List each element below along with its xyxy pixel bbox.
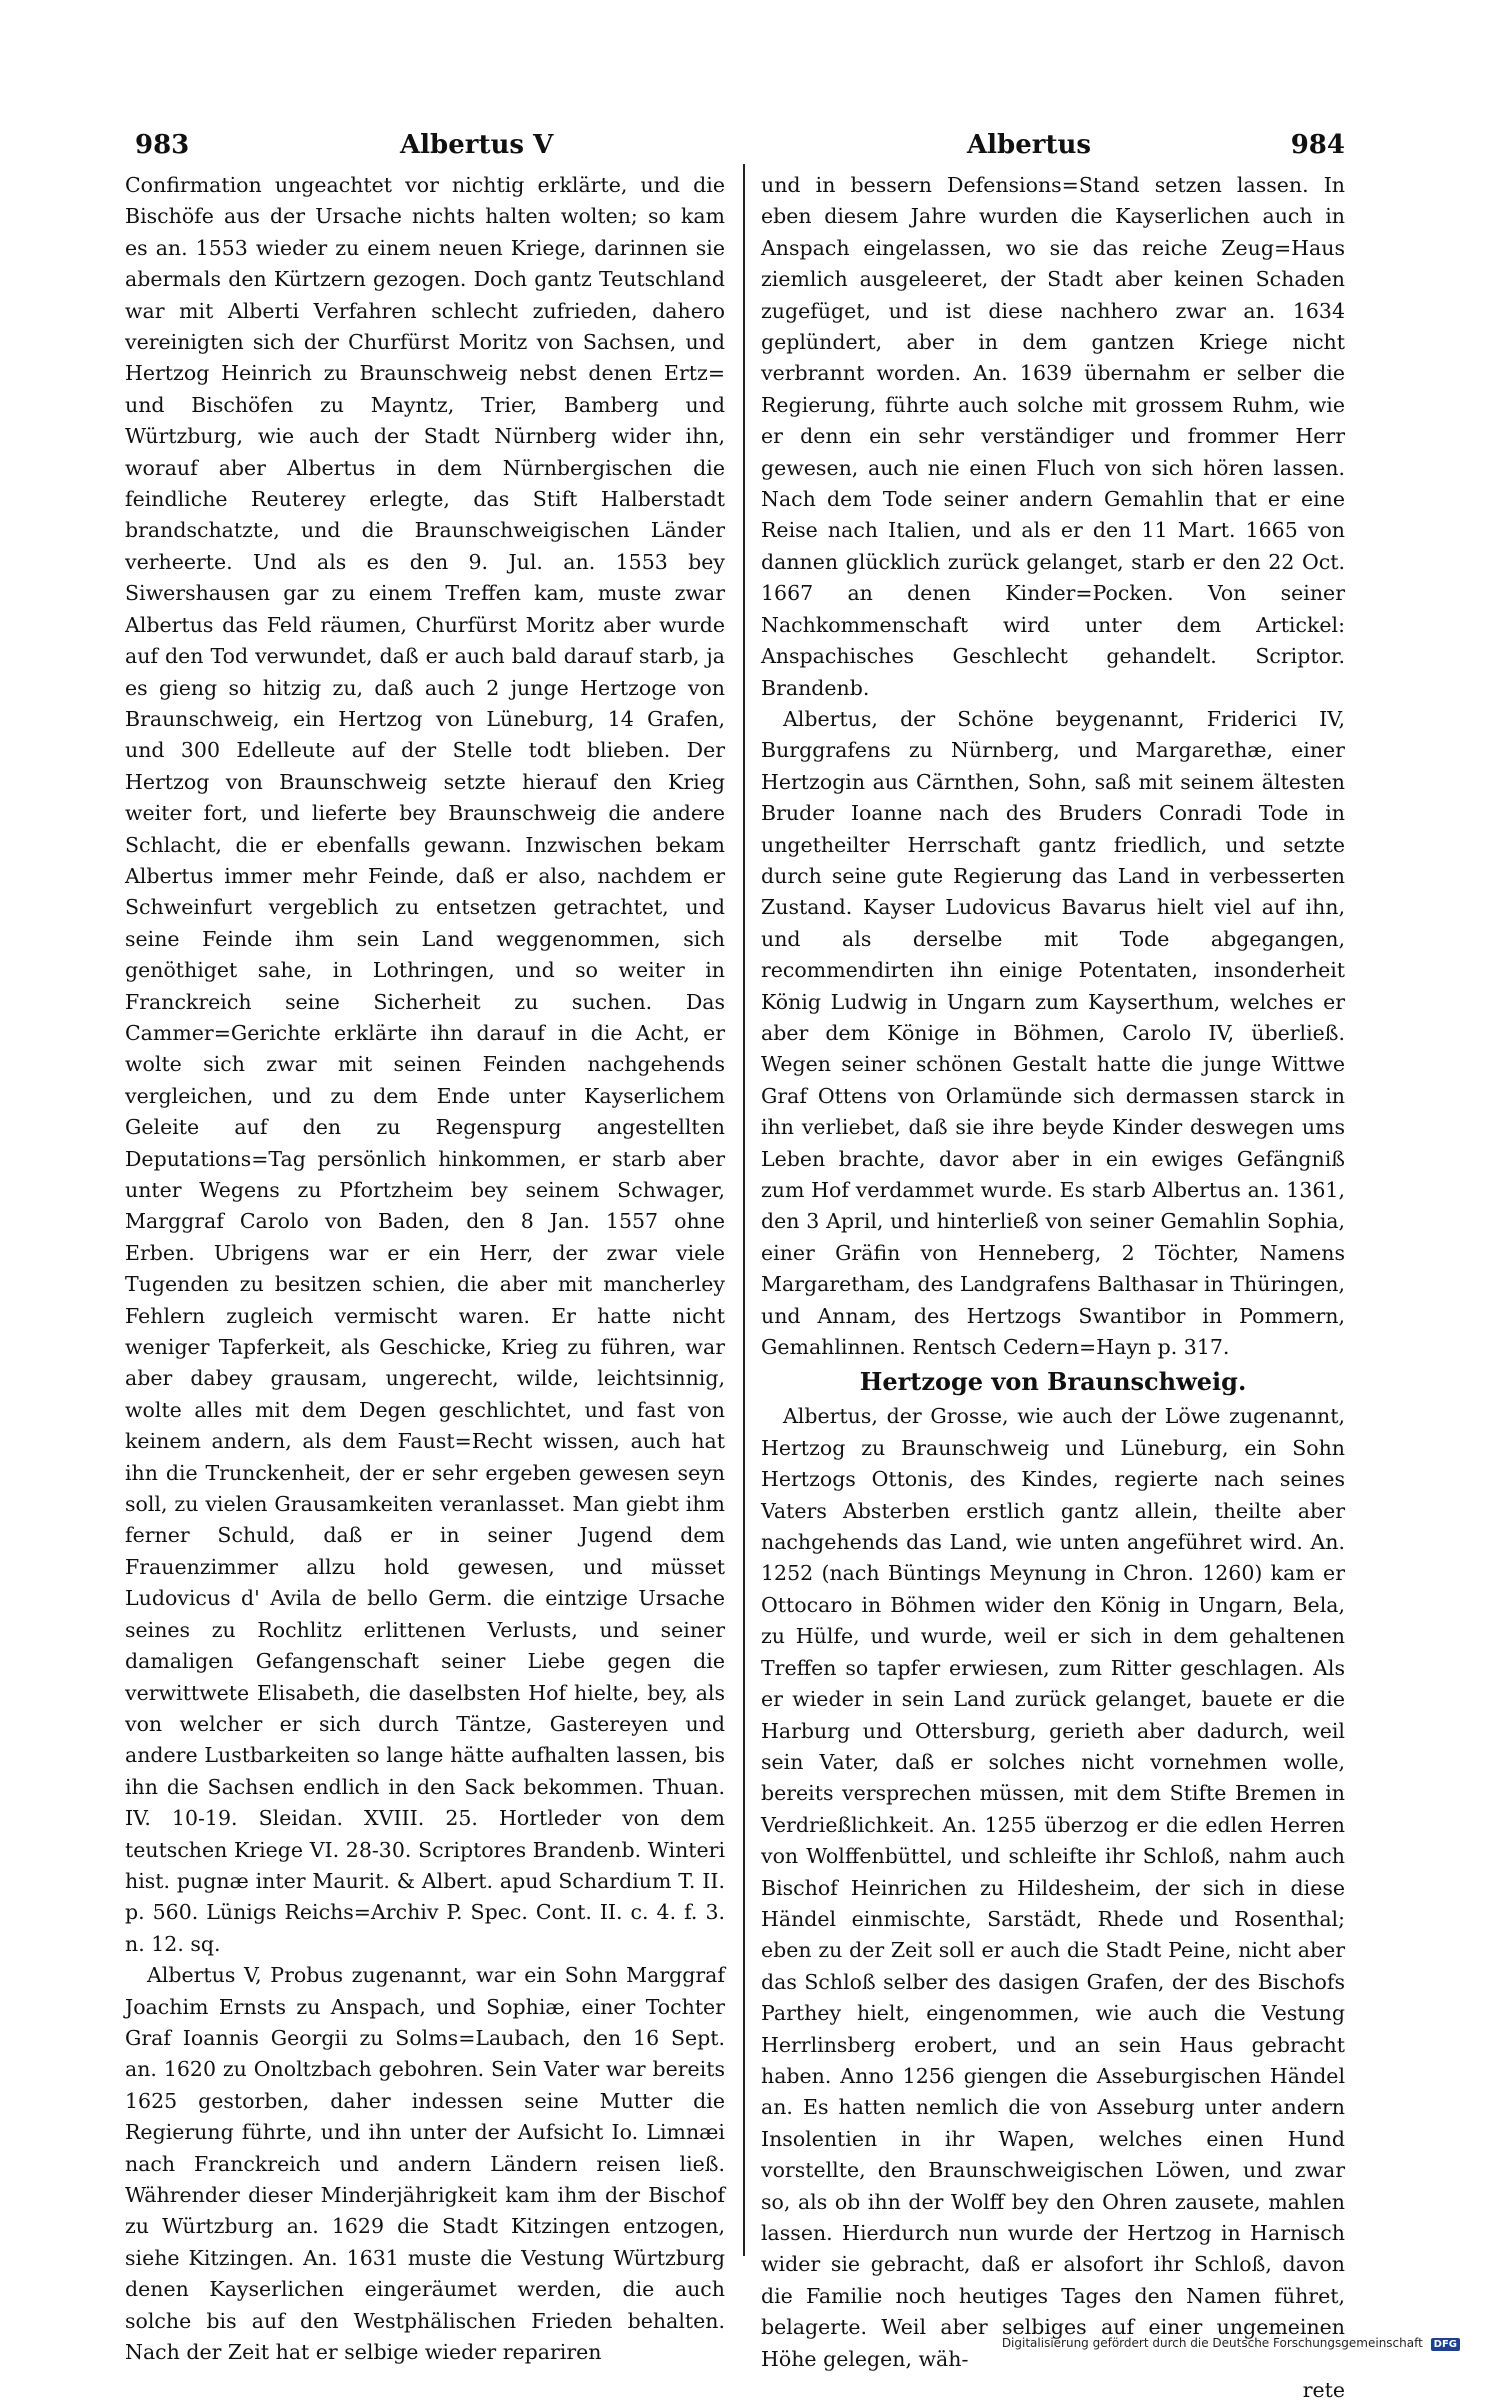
page-number-left: 983 [135, 130, 190, 160]
right-column [761, 170, 1345, 2406]
digitization-credit [1002, 2336, 1460, 2351]
article-text: Confirmation ungeachtet vor nichtig erklärte, und die Bischöfe aus der Ursache nichts halten wolten; so kam es an. 1553 wieder zu einem neuen Kriege, darinnen sie abermals den Kürtzern gezogen. Doch gantz Teutschland war mit Alberti Verfahren schlecht zufrieden, dahero vereinigten sich der Churfürst Moritz von Sachsen, und Hertzog Heinrich zu Braunschweig nebst denen Ertz= und Bischöfen zu Mayntz, Trier, Bamberg und Würtzburg, wie auch der Stadt Nürnberg wider ihn, worauf aber Albertus in dem Nürnbergischen die feindliche Reuterey erlegte, das Stift Halberstadt brandschatzte, und die Braunschweigischen Länder verheerte. Und als es den 9. Jul. an. 1553 bey Siwershausen gar zu einem Treffen kam, muste zwar Albertus das Feld räumen, Churfürst Moritz aber wurde auf den Tod verwundet, daß er auch bald darauf starb, ja es gieng so hitzig zu, daß auch 2 junge Hertzoge von Braunschweig, ein Hertzog von Lüneburg, 14 Grafen, und 300 Edelleute auf der Stelle todt blieben. Der Hertzog von Braunschweig setzte hierauf den Krieg weiter fort, und lieferte bey Braunschweig die andere Schlacht, die er ebenfalls gewann. Inzwischen bekam Albertus immer mehr Feinde, daß er also, nachdem er Schweinfurt vergeblich zu entsetzen getrachtet, und seine Feinde ihm sein Land weggenommen, sich genöthiget sahe, in Lothringen, und so weiter in Franckreich seine Sicherheit zu suchen. Das Cammer=Gerichte erklärte ihn darauf in die Acht, er wolte sich zwar mit seinen Feinden nachgehends vergleichen, und zu dem Ende unter Kayserlichem Geleite auf den zu Regenspurg angestellten Deputations=Tag persönlich hinkommen, er starb aber unter Wegens zu Pfortzheim bey seinem Schwager, Marggraf Carolo von Baden, den 8 Jan. 1557 ohne Erben. Ubrigens war er ein Herr, der zwar viele Tugenden zu besitzen schien, die aber mit mancherley Fehlern zugleich vermischt waren. Er hatte nicht weniger Tapferkeit, als Geschicke, Krieg zu führen, war aber dabey grausam, ungerecht, wilde, leichtsinnig, wolte alles mit dem Degen geschlichtet, und fast von keinem andern, als dem Faust=Recht wissen, auch hat ihn die Trunckenheit, der er sehr ergeben gewesen seyn soll, zu vielen Grausamkeiten veranlasset. Man giebt ihm ferner Schuld, daß er in seiner Jugend dem Frauenzimmer allzu hold gewesen, und müsset Ludovicus d' Avila de bello Germ. die eintzige Ursache seines zu Rochlitz erlittenen Verlusts, und seiner damaligen Gefangenschaft seiner Liebe gegen die verwittwete Elisabeth, die daselbsten Hof hielte, bey, als von welcher er sich durch Täntze, Gastereyen und andere Lustbarkeiten so lange hätte aufhalten lassen, bis ihn die Sachsen endlich in den Sack bekommen. Thuan. IV. 10-19. Sleidan. XVIII. 25. Hortleder von dem teutschen Kriege VI. 28-30. Scriptores Brandenb. Winteri hist. pugnæ inter Maurit. & Albert. apud Schardium T. II. p. 560. Lünigs Reichs=Archiv P. Spec. Cont. II. c. 4. f. 3. n. 12. sq. [125, 173, 725, 1956]
dfg-logo: DFG [1431, 2338, 1460, 2351]
left-column [125, 170, 725, 2368]
article-text: und in bessern Defensions=Stand setzen lassen. In eben diesem Jahre wurden die Kayserlichen auch in Anspach eingelassen, wo sie das reiche Zeug=Haus ziemlich ausgeleeret, der Stadt aber keinen Schaden zugefüget, und ist diese nachhero zwar an. 1634 geplündert, aber in dem gantzen Kriege nicht verbrannt worden. An. 1639 übernahm er selber die Regierung, führte auch solche mit grossem Ruhm, wie er denn ein sehr verständiger und frommer Herr gewesen, auch nie einen Fluch von sich hören lassen. Nach dem Tode seiner andern Gemahlin that er eine Reise nach Italien, und als er den 11 Mart. 1665 von dannen glücklich zurück gelanget, starb er den 22 Oct. 1667 an denen Kinder=Pocken. Von seiner Nachkommenschaft wird unter dem Artickel: Anspachisches Geschlecht gehandelt. Scriptor. Brandenb. [761, 173, 1345, 700]
running-title-right: Albertus [967, 130, 1092, 160]
catchword: rete [1302, 2378, 1345, 2403]
article-text: Albertus, der Schöne beygenannt, Friderici IV, Burggrafens zu Nürnberg, und Margarethæ, einer Hertzogin aus Cärnthen, Sohn, saß mit seinem ältesten Bruder Ioanne nach des Bruders Conradi Tode in ungetheilter Herrschaft gantz friedlich, und setzte durch seine gute Regierung das Land in verbesserten Zustand. Kayser Ludovicus Bavarus hielt viel auf ihn, und als derselbe mit Tode abgegangen, recommendirten ihn einige Potentaten, insonderheit König Ludwig in Ungarn zum Kayserthum, welches er aber dem Könige in Böhmen, Carolo IV, überließ. Wegen seiner schönen Gestalt hatte die junge Wittwe Graf Ottens von Orlamünde sich dermassen starck in ihn verliebet, daß sie ihre beyde Kinder deswegen ums Leben brachte, davor aber in ein ewiges Gefängniß zum Hof verdammet wurde. Es starb Albertus an. 1361, den 3 April, und hinterließ von seiner Gemahlin Sophia, einer Gräfin von Henneberg, 2 Töchter, Namens Margaretham, des Landgrafens Balthasar in Thüringen, und Annam, des Hertzogs Swantibor in Pommern, Gemahlinnen. Rentsch Cedern=Hayn p. 317. [761, 706, 1345, 1360]
article-text: Albertus V, Probus zugenannt, war ein Sohn Marggraf Joachim Ernsts zu Anspach, und Sophiæ, einer Tochter Graf Ioannis Georgii zu Solms=Laubach, den 16 Sept. an. 1620 zu Onoltzbach gebohren. Sein Vater war bereits 1625 gestorben, daher indessen seine Mutter die Regierung führte, und ihn unter der Aufsicht Io. Limnæi nach Franckreich und andern Ländern reisen ließ. Währender dieser Minderjährigkeit kam ihm der Bischof zu Würtzburg an. 1629 die Stadt Kitzingen entzogen, siehe Kitzingen. An. 1631 muste die Vestung Würtzburg denen Kayserlichen eingeräumet werden, die auch solche bis auf den Westphälischen Frieden behalten. Nach der Zeit hat er selbige wieder repariren [125, 1963, 725, 2365]
credit-text: Digitalisierung gefördert durch die Deutsche Forschungsgemeinschaft [1001, 2336, 1423, 2350]
section-heading: Hertzoge von Braunschweig. [859, 1367, 1247, 1397]
column-divider [743, 164, 745, 2256]
page-number-right: 984 [1290, 130, 1345, 160]
article-text: Albertus, der Grosse, wie auch der Löwe zugenannt, Hertzog zu Braunschweig und Lüneburg, ein Sohn Hertzogs Ottonis, des Kindes, regierte nach seines Vaters Absterben erstlich gantz allein, theilte aber nachgehends das Land, wie unten angeführet wird. An. 1252 (nach Büntings Meynung in Chron. 1260) kam er Ottocaro in Böhmen wider den König in Ungarn, Bela, zu Hülfe, und wurde, weil er sich in dem gehaltenen Treffen so tapfer erwiesen, zum Ritter geschlagen. Als er wieder in sein Land zurück gelanget, bauete er die Harburg und Ottersburg, gerieth aber dadurch, weil sein Vater, daß er solches nicht vornehmen wolle, bereits versprechen müssen, mit dem Stifte Bremen in Verdrießlichkeit. An. 1255 überzog er die edlen Herren von Wolffenbüttel, und schleifte ihr Schloß, nahm auch Bischof Heinrichen zu Hildesheim, der sich in diese Händel einmischte, Sarstädt, Rhede und Rosenthal; eben zu der Zeit soll er auch die Stadt Peine, nicht aber das Schloß selber des dasigen Grafen, der des Bischofs Parthey hielt, eingenommen, wie auch die Vestung Herrlinsberg erobert, und an sein Haus gebracht haben. Anno 1256 giengen die Asseburgischen Händel an. Es hatten nemlich die von Asseburg unter andern Insolentien in ihr Wapen, welches einen Hund vorstellte, den Braunschweigischen Löwen, und zwar so, als ob ihn der Wolff bey den Ohren zausete, mahlen lassen. Hierdurch nun wurde der Hertzog in Harnisch wider sie gebracht, daß er alsofort ihr Schloß, davon die Familie noch heutiges Tages den Namen führet, belagerte. Weil aber selbiges auf einer ungemeinen Höhe gelegen, wäh- [761, 1404, 1345, 2371]
running-title-left: Albertus V [400, 130, 554, 160]
page-header [125, 120, 1345, 166]
